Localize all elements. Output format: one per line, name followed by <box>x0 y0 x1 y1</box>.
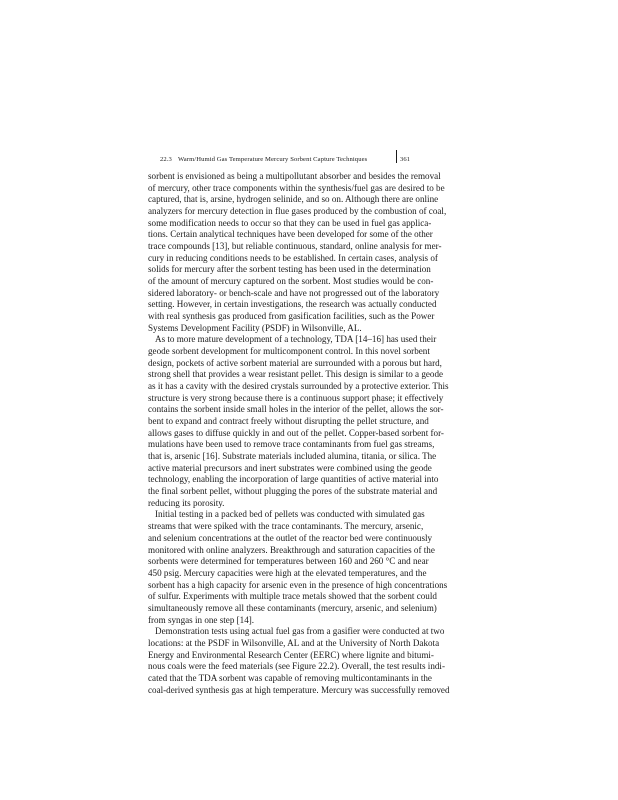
text-line: technology, enabling the incorporation of large quantities of active material into <box>148 474 439 485</box>
running-title: Warm/Humid Gas Temperature Mercury Sorbent Capture Techniques <box>177 156 368 163</box>
text-line: setting. However, in certain investigations, the research was actually conducted <box>148 299 437 310</box>
text-line: geode sorbent development for multicomponent control. In this novel sorbent <box>148 346 430 357</box>
text-line: sorbent has a high capacity for arsenic even in the presence of high concentrations <box>148 579 448 590</box>
text-line: locations: at the PSDF in Wilsonville, AL and at the University of North Dakota <box>148 637 440 648</box>
text-line: strong shell that provides a wear resistant pellet. This design is similar to a geode <box>148 369 444 380</box>
section-number: 22.3 <box>160 156 172 163</box>
text-line: sorbents were determined for temperatures between 160 and 260 °C and near <box>148 556 429 567</box>
text-line: allows gases to diffuse quickly in and out of the pellet. Copper-based sorbent for- <box>148 427 444 438</box>
text-line: bent to expand and contract freely without disrupting the pellet structure, and <box>148 416 429 427</box>
text-line: that is, arsenic [16]. Substrate materials included alumina, titania, or silica. The <box>148 451 437 462</box>
text-line: coal-derived synthesis gas at high temperature. Mercury was successfully removed <box>148 684 450 695</box>
text-line: analyzers for mercury detection in flue gases produced by the combustion of coal, <box>148 206 447 217</box>
text-line: mulations have been used to remove trace contaminants from fuel gas streams, <box>148 439 435 450</box>
text-line: trace compounds [13], but reliable continuous, standard, online analysis for mer- <box>148 241 442 252</box>
text-line: structure is very strong because there is a continuous support phase; it effectively <box>148 392 444 403</box>
text-line: solids for mercury after the sorbent testing has been used in the determination <box>148 264 431 275</box>
text-line: sidered laboratory- or bench-scale and have not progressed out of the laboratory <box>148 287 440 298</box>
text-line: from syngas in one step [14]. <box>148 614 255 625</box>
paragraph-first-line: Demonstration tests using actual fuel gas from a gasifier were conducted at two <box>155 626 445 637</box>
text-line: 450 psig. Mercury capacities were high at the elevated temperatures, and the <box>148 567 427 578</box>
text-line: nous coals were the feed materials (see Figure 22.2). Overall, the test results indi- <box>148 661 445 672</box>
text-line: Systems Development Facility (PSDF) in Wilsonville, AL. <box>148 322 362 333</box>
body-text <box>148 171 450 696</box>
text-line: tions. Certain analytical techniques have been developed for some of the other <box>148 229 433 240</box>
text-line: some modification needs to occur so that they can be used in fuel gas applica- <box>148 217 432 228</box>
text-line: of mercury, other trace components within the synthesis/fuel gas are desired to be <box>148 182 445 193</box>
text-line: reducing its porosity. <box>148 497 225 508</box>
text-line: the final sorbent pellet, without plugging the pores of the substrate material and <box>148 486 438 497</box>
text-line: Energy and Environmental Research Center (EERC) where lignite and bitumi- <box>148 649 434 660</box>
text-line: with real synthesis gas produced from gasification facilities, such as the Power <box>148 311 435 322</box>
page-number: 361 <box>400 156 411 163</box>
text-line: contains the sorbent inside small holes in the interior of the pellet, allows the sor- <box>148 404 444 415</box>
header-divider <box>396 150 397 163</box>
text-line: and selenium concentrations at the outlet of the reactor bed were continuously <box>148 532 433 543</box>
text-line: of sulfur. Experiments with multiple trace metals showed that the sorbent could <box>148 591 437 602</box>
running-head <box>160 150 411 163</box>
text-line: cated that the TDA sorbent was capable of removing multicontaminants in the <box>148 672 432 683</box>
text-line: as it has a cavity with the desired crystals surrounded by a protective exterior. This <box>148 381 449 392</box>
text-line: monitored with online analyzers. Breakthrough and saturation capacities of the <box>148 544 435 555</box>
text-line: design, pockets of active sorbent material are surrounded with a porous but hard, <box>148 357 442 368</box>
text-line: simultaneously remove all these contaminants (mercury, arsenic, and selenium) <box>148 602 437 613</box>
text-line: cury in reducing conditions needs to be established. In certain cases, analysis of <box>148 252 438 263</box>
text-line: streams that were spiked with the trace contaminants. The mercury, arsenic, <box>148 521 424 532</box>
paragraph-first-line: As to more mature development of a technology, TDA [14–16] has used their <box>155 334 437 345</box>
text-line: of the amount of mercury captured on the sorbent. Most studies would be con- <box>148 276 434 287</box>
paragraph-first-line: Initial testing in a packed bed of pellets was conducted with simulated gas <box>155 509 425 520</box>
text-line: captured, that is, arsine, hydrogen selinide, and so on. Although there are online <box>148 194 439 205</box>
text-line: sorbent is envisioned as being a multipollutant absorber and besides the removal <box>148 171 441 181</box>
text-line: active material precursors and inert substrates were combined using the geode <box>148 462 432 473</box>
